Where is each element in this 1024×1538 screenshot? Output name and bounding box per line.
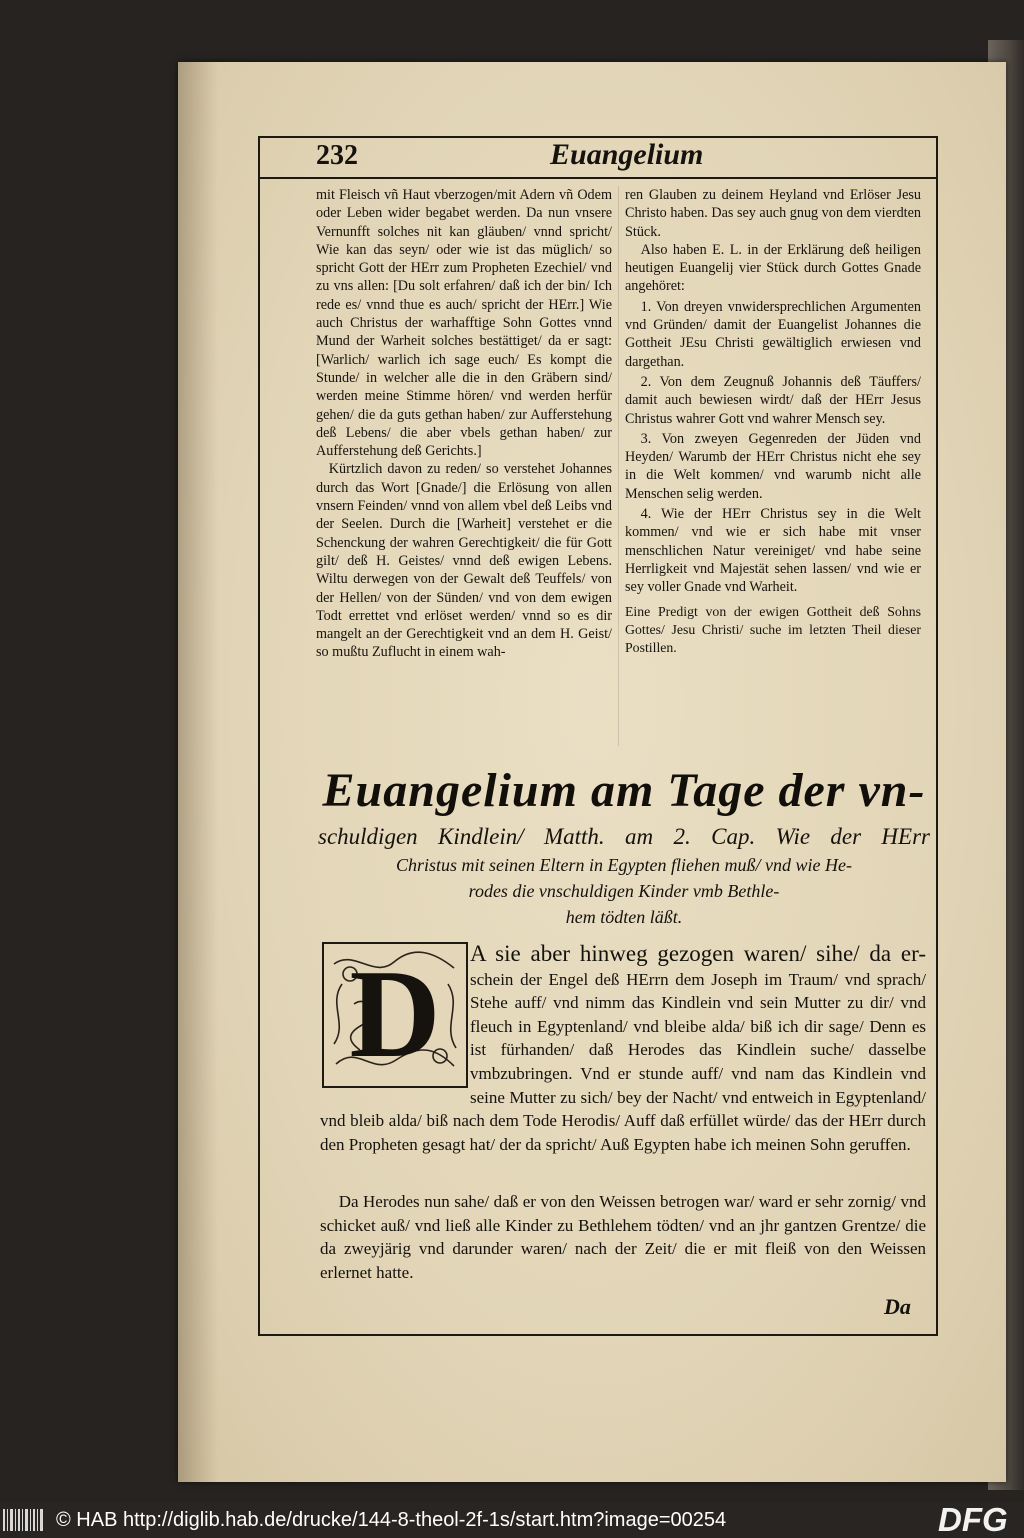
summary-item: 4. Wie der HErr Christus sey in die Welt kommen/ vnd wie er sich habe mit vnser menschlichen Natur vereiniget/ vnd habe seine Herrligkeit vnd Majestät sehen lassen/ vnd wie er sey voller Gnade vnd Warheit. (625, 506, 921, 596)
section-subtitle (318, 822, 930, 930)
right-paragraph: ren Glauben zu deinem Heyland vnd Erlöser Jesu Christo haben. Das sey auch gnug von dem vierdten Stück. (625, 187, 921, 240)
dfg-logo: DFG (938, 1501, 1008, 1538)
page-number: 232 (316, 140, 358, 171)
subtitle-line: Christus mit seinen Eltern in Egypten fliehen muß/ vnd wie He- (396, 855, 852, 875)
barcode-icon (2, 1507, 46, 1533)
left-paragraph: mit Fleisch vñ Haut vberzogen/mit Adern vñ Odem oder Leben wider begabet werden. Da nun vnsere Vernunfft solches nit kan gläuben/ vnnd spricht/ Wie kan das seyn/ oder wie ist das müglich/ so spricht Gott der HErr zum Propheten Ezechiel/ vnd zu vns allen: [Du solt erfahren/ daß ich der bin/ Ich rede es/ vnnd thue es auch/ spricht der HErr.] Wie auch Christus der warhafftige Sohn Gottes vnnd Mund der Warheit solches bestättiget/ da er sagt: [Warlich/ warlich ich sage euch/ Es kompt die Stunde/ in welcher alle die in den Gräbern sind/ werden meine Stimme hören/ vnd werden herfür gehen/ die da guts gethan haben/ zur Aufferstehung deß Lebens/ die aber vbels gethan haben/ zur Aufferstehung deß Gerichts.] (316, 187, 612, 460)
initial-space (320, 942, 470, 1092)
gospel-paragraph (320, 942, 926, 1156)
subtitle-line: rodes die vnschuldigen Kinder vmb Bethle- (468, 881, 780, 901)
summary-item: 2. Von dem Zeugnuß Johannis deß Täuffers/ damit auch bewiesen wirdt/ daß der HErr Jesus Christus wahrer Gott vnd wahrer Mensch sey. (625, 373, 921, 427)
gospel-paragraph-2: Da Herodes nun sahe/ daß er von den Weissen betrogen war/ ward er sehr zornig/ vnd schicket auß/ vnd ließ alle Kinder zu Bethlehem tödten/ vnd an jhr gantzen Grentze/ die da zweyjärig vnd darunder waren/ nach der Zeit/ die er mit fleiß von den Weissen erlernet hatte. (320, 1192, 926, 1282)
gospel-text: schein der Engel deß HErrn dem Joseph im Traum/ vnd sprach/ Stehe auff/ vnd nimm das Kindlein vnd sein Mutter zu dir/ vnd fleuch in Egyptenland/ vnd bleibe alda/ biß ich dir sage/ Denn es ist fürhanden/ daß Herodes das Kindlein suche/ dasselbe vmbzubringen. Vnd er stunde auff/ vnd nam das Kindlein vnd seine Mutter zu sich/ bey der Nacht/ vnd entweich in Egyptenland/ vnd bleib alda/ biß nach dem Tode Herodis/ Auff daß erfüllet würde/ das der HErr durch den Propheten gesagt hat/ der da spricht/ Auß Egypten habe ich meinen Sohn geruffen. (320, 969, 926, 1154)
running-head: Euangelium (550, 138, 704, 171)
subtitle-line: hem tödten läßt. (565, 907, 683, 927)
right-column (625, 186, 921, 657)
summary-paragraph: Also haben E. L. in der Erklärung deß heiligen heutigen Euangelij vier Stück durch Gottes Gnade angehöret: (625, 241, 921, 295)
initial-letter: D (349, 945, 441, 1084)
margin-note: Eine Predigt von der ewigen Gottheit deß Sohns Gottes/ Jesu Christi/ suche im letzten Theil dieser Postillen. (625, 603, 921, 656)
summary-item: 3. Von zweyen Gegenreden der Jüden vnd Heyden/ Warumb der HErr Christus nicht ehe sey in die Welt kommen/ vnd warumb nicht alle Menschen selig werden. (625, 430, 921, 502)
subtitle-line: schuldigen Kindlein/ Matth. am 2. Cap. Wie der HErr (318, 824, 930, 849)
left-paragraph: Kürtzlich davon zu reden/ so verstehet Johannes durch das Wort [Gnade/] die Erlösung von allen vnsern Feinden/ vnnd von allem vbel deß Leibs vnd der Seelen. Durch die [Warheit] verstehet er die Schenckung der wahren Gerechtigkeit/ die für Gott gilt/ deß H. Geistes/ vnnd deß ewigen Lebens. Wiltu derwegen von der Gewalt deß Teuffels/ von der Hellen/ von der Sünden/ vnd von dem ewigen Todt errettet vnd erlöset werden/ vnnd so es dir mangelt an der Gerechtigkeit vnd an dem H. Geist/ so mußtu Zuflucht in einem wah- (316, 461, 612, 661)
gospel-first-line: A sie aber hinweg gezogen waren/ sihe/ da er- (470, 941, 926, 966)
section-title: Euangelium am Tage der vn- (322, 764, 926, 817)
catchword: Da (884, 1294, 911, 1319)
copyright-url[interactable]: © HAB http://diglib.hab.de/drucke/144-8-theol-2f-1s/start.htm?image=00254 (56, 1509, 727, 1531)
column-divider (618, 186, 619, 746)
page-gutter-shadow (178, 62, 218, 1482)
left-column (316, 186, 612, 662)
summary-item: 1. Von dreyen vnwidersprechlichen Argumenten vnd Gründen/ damit der Euangelist Johannes die Gottheit JEsu Christi gewältiglich erwiesen vnd dargethan. (625, 298, 921, 370)
header-rule (258, 177, 936, 179)
